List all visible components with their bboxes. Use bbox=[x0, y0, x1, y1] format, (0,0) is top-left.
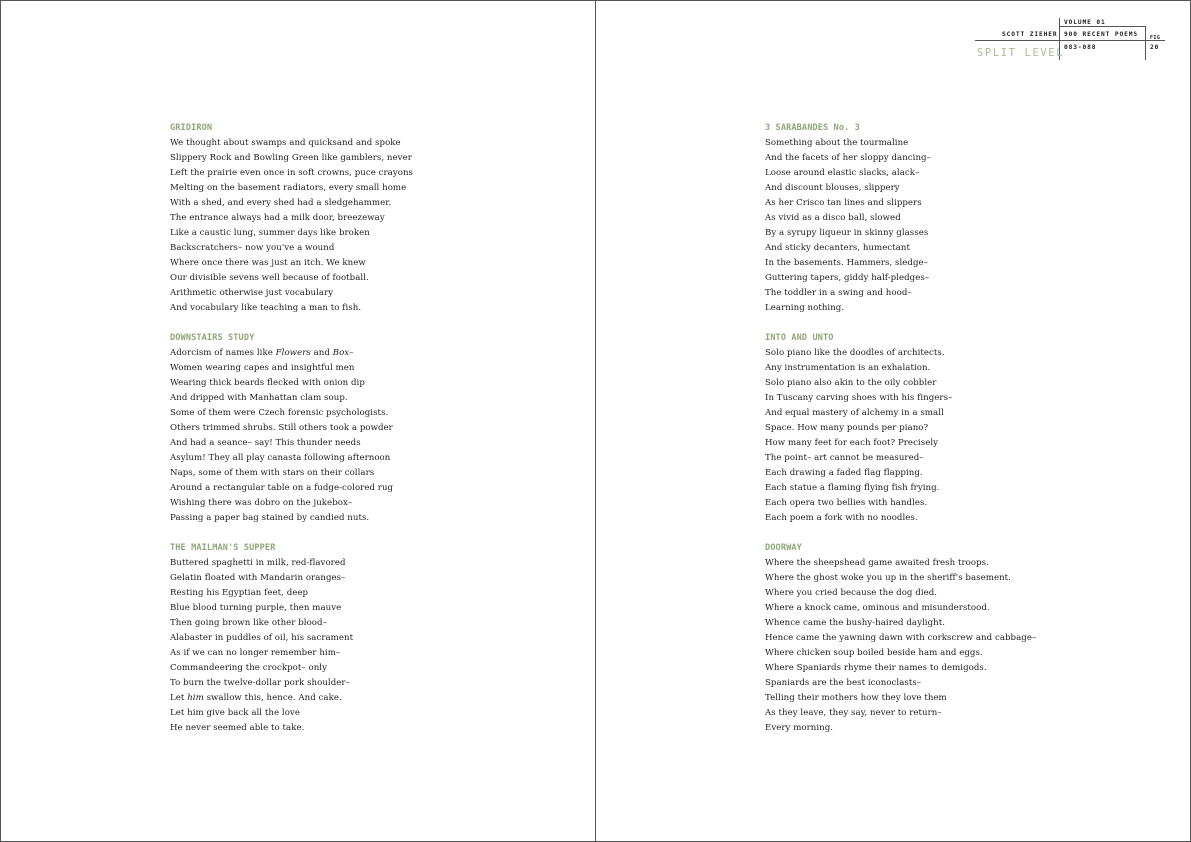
poem-line: And the facets of her sloppy dancing– bbox=[765, 153, 931, 163]
header-fig-label: FIG bbox=[1150, 35, 1161, 41]
poem-line: Each opera two bellies with handles. bbox=[765, 498, 928, 508]
header-fig-number: 20 bbox=[1150, 44, 1160, 51]
poem-line: And vocabulary like teaching a man to fish. bbox=[170, 303, 362, 313]
poem-line: The entrance always had a milk door, breezeway bbox=[170, 213, 385, 223]
poem-line: And discount blouses, slippery bbox=[765, 183, 900, 193]
poem-line: As they leave, they say, never to return– bbox=[765, 708, 942, 718]
header-section-title: SPLIT LEVEL bbox=[977, 47, 1065, 59]
poem-line: Naps, some of them with stars on their collars bbox=[170, 468, 375, 478]
poem-line: Alabaster in puddles of oil, his sacrament bbox=[170, 633, 354, 643]
poem-title: GRIDIRON bbox=[170, 123, 213, 133]
header-divider-fig bbox=[1145, 26, 1146, 60]
poem-line: Whence came the bushy-haired daylight. bbox=[765, 618, 945, 628]
poem-line: As if we can no longer remember him– bbox=[170, 648, 341, 658]
poem-gridiron bbox=[170, 121, 590, 316]
running-header bbox=[975, 16, 1165, 61]
poem-into-and-unto bbox=[765, 331, 1185, 526]
poem-line: Each drawing a faded flag flapping. bbox=[765, 468, 923, 478]
poem-line: Where chicken soup boiled beside ham and eggs. bbox=[765, 648, 983, 658]
poem-line: Slippery Rock and Bowling Green like gamblers, never bbox=[170, 153, 412, 163]
poem-line: Others trimmed shrubs. Still others took a powder bbox=[170, 423, 393, 433]
poem-line: And equal mastery of alchemy in a small bbox=[765, 408, 944, 418]
poem-line: In Tuscany carving shoes with his fingers– bbox=[765, 393, 953, 403]
poem-line: Some of them were Czech forensic psychologists. bbox=[170, 408, 389, 418]
poem-3-sarabandes-no-3 bbox=[765, 121, 1185, 316]
poem-line: Space. How many pounds per piano? bbox=[765, 423, 929, 433]
header-author: SCOTT ZIEHER bbox=[1002, 31, 1058, 38]
poem-line: In the basements. Hammers, sledge– bbox=[765, 258, 928, 268]
poem-line: Wearing thick beards flecked with onion dip bbox=[170, 378, 365, 388]
poem-line: Each poem a fork with no noodles. bbox=[765, 513, 918, 523]
poem-line: Women wearing capes and insightful men bbox=[170, 363, 355, 373]
poem-line: Asylum! They all play canasta following afternoon bbox=[170, 453, 391, 463]
poem-line: Learning nothing. bbox=[765, 303, 845, 313]
poem-line: Hence came the yawning dawn with corkscrew and cabbage– bbox=[765, 633, 1037, 643]
poem-line: And dripped with Manhattan clam soup. bbox=[170, 393, 348, 403]
poem-line: Passing a paper bag stained by candied nuts. bbox=[170, 513, 370, 523]
poem-title: THE MAILMAN'S SUPPER bbox=[170, 543, 276, 553]
poem-line: Guttering tapers, giddy half-pledges– bbox=[765, 273, 930, 283]
poem-line: As her Crisco tan lines and slippers bbox=[765, 198, 922, 208]
poem-line: Every morning. bbox=[765, 723, 834, 733]
poem-the-mailmans-supper bbox=[170, 541, 590, 736]
poem-doorway bbox=[765, 541, 1185, 736]
page-gutter-divider bbox=[595, 0, 596, 842]
poem-line: Blue blood turning purple, then mauve bbox=[170, 603, 342, 613]
poem-line: Loose around elastic slacks, alack– bbox=[765, 168, 920, 178]
poem-line: Then going brown like other blood– bbox=[170, 618, 327, 628]
poem-line: Gelatin floated with Mandarin oranges– bbox=[170, 573, 346, 583]
poem-line: Left the prairie even once in soft crowns, puce crayons bbox=[170, 168, 414, 178]
header-rule-2 bbox=[975, 40, 1165, 41]
poem-line: Where the sheepshead game awaited fresh troops. bbox=[765, 558, 989, 568]
poem-title: 3 SARABANDES No. 3 bbox=[765, 123, 860, 133]
poem-title: DOORWAY bbox=[765, 543, 802, 553]
poem-title: DOWNSTAIRS STUDY bbox=[170, 333, 255, 343]
poem-line: Like a caustic lung, summer days like broken bbox=[170, 228, 370, 238]
poem-line: Let him swallow this, hence. And cake. bbox=[170, 693, 342, 703]
left-page-column bbox=[170, 121, 590, 751]
poem-line: Where you cried because the dog died. bbox=[765, 588, 938, 598]
poem-line: He never seemed able to take. bbox=[170, 723, 305, 733]
poem-line: Commandeering the crockpot– only bbox=[170, 663, 327, 673]
poem-line: Buttered spaghetti in milk, red-flavored bbox=[170, 558, 346, 568]
poem-line: Let him give back all the love bbox=[170, 708, 300, 718]
poem-line: Something about the tourmaline bbox=[765, 138, 909, 148]
poem-line: Where the ghost woke you up in the sheriff's basement. bbox=[765, 573, 1011, 583]
poem-line: As vivid as a disco ball, slowed bbox=[765, 213, 901, 223]
poem-line: Each statue a flaming flying fish frying. bbox=[765, 483, 940, 493]
poem-line: Wishing there was dobro on the jukebox– bbox=[170, 498, 353, 508]
header-volume: VOLUME 01 bbox=[1064, 19, 1106, 26]
poem-line: Backscratchers– now you've a wound bbox=[170, 243, 335, 253]
poem-line: Our divisible sevens well because of football. bbox=[170, 273, 369, 283]
header-page-range: 083-088 bbox=[1064, 44, 1097, 51]
poem-line: Resting his Egyptian feet, deep bbox=[170, 588, 309, 598]
poem-line: The toddler in a swing and hood– bbox=[765, 288, 912, 298]
header-collection: 900 RECENT POEMS bbox=[1064, 31, 1139, 38]
poem-line: Where Spaniards rhyme their names to demigods. bbox=[765, 663, 987, 673]
poem-line: Spaniards are the best iconoclasts– bbox=[765, 678, 922, 688]
poem-line: And had a seance– say! This thunder needs bbox=[170, 438, 361, 448]
poem-line: Telling their mothers how they love them bbox=[765, 693, 947, 703]
page-border-left bbox=[0, 0, 1, 842]
poem-title: INTO AND UNTO bbox=[765, 333, 834, 343]
poem-line: Adorcism of names like Flowers and Box– bbox=[170, 348, 354, 358]
poem-line: How many feet for each foot? Precisely bbox=[765, 438, 939, 448]
poem-line: Where a knock came, ominous and misunderstood. bbox=[765, 603, 990, 613]
poem-line: We thought about swamps and quicksand and spoke bbox=[170, 138, 401, 148]
right-page-column bbox=[765, 121, 1185, 751]
poem-line: The point– art cannot be measured– bbox=[765, 453, 924, 463]
poem-line: Around a rectangular table on a fudge-colored rug bbox=[170, 483, 394, 493]
poem-downstairs-study bbox=[170, 331, 590, 526]
poem-line: Melting on the basement radiators, every small home bbox=[170, 183, 407, 193]
poem-line: Where once there was just an itch. We knew bbox=[170, 258, 366, 268]
poem-line: By a syrupy liqueur in skinny glasses bbox=[765, 228, 929, 238]
poem-line: Solo piano like the doodles of architects. bbox=[765, 348, 945, 358]
poem-line: With a shed, and every shed had a sledgehammer. bbox=[170, 198, 392, 208]
poem-line: And sticky decanters, humectant bbox=[765, 243, 911, 253]
poem-line: To burn the twelve-dollar pork shoulder– bbox=[170, 678, 350, 688]
poem-line: Arithmetic otherwise just vocabulary bbox=[170, 288, 334, 298]
poem-line: Solo piano also akin to the oily cobbler bbox=[765, 378, 937, 388]
poem-line: Any instrumentation is an exhalation. bbox=[765, 363, 931, 373]
